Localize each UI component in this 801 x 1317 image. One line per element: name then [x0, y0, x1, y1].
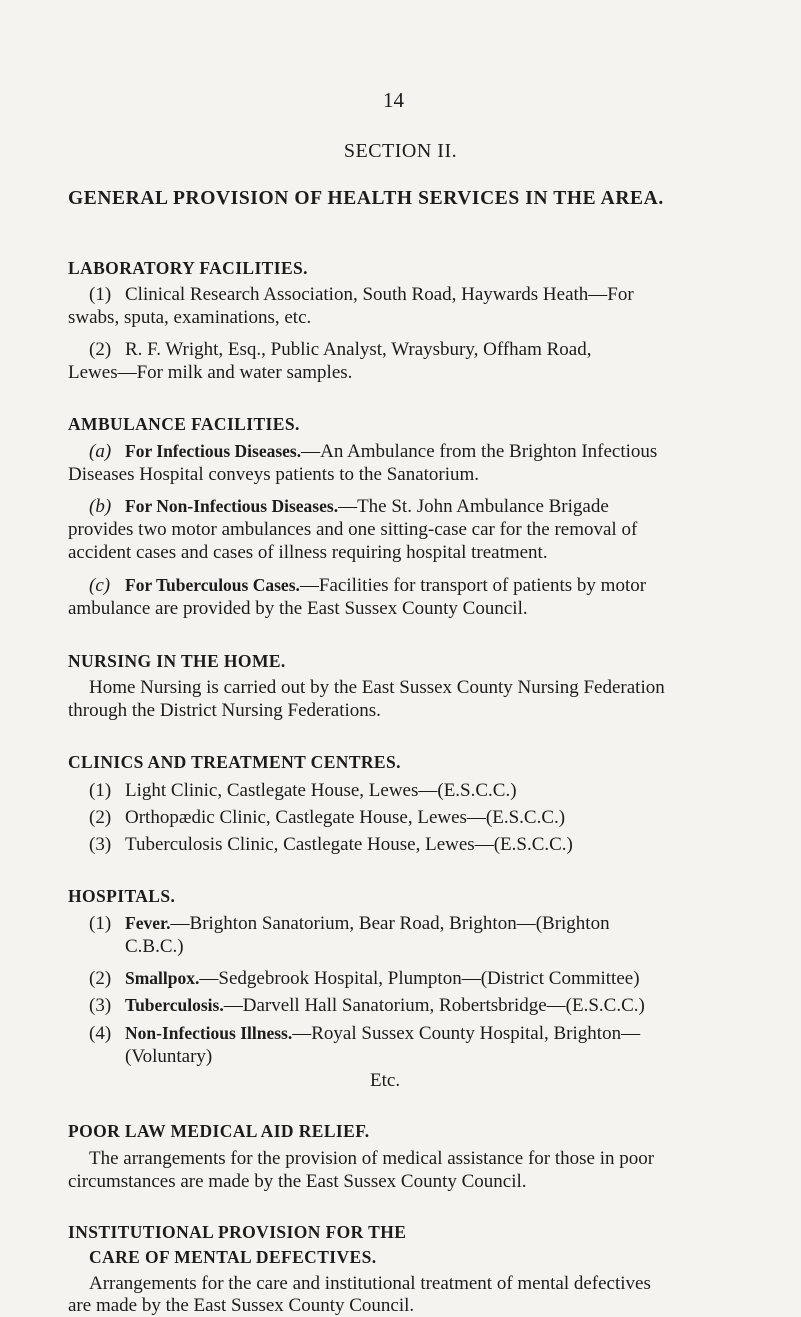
laboratory-heading: LABORATORY FACILITIES. [68, 258, 308, 278]
laboratory-item-1-cont: swabs, sputa, examinations, etc. [68, 307, 312, 328]
clinic-item-1 [89, 779, 730, 802]
nursing-line-2: through the District Nursing Federations. [68, 700, 381, 721]
item-bold-label: Fever. [125, 913, 171, 933]
ambulance-item-c-cont: ambulance are provided by the East Sussex County Council. [68, 598, 528, 619]
hospital-item-2 [89, 967, 730, 990]
item-bold-label: Non-Infectious Illness. [125, 1023, 293, 1043]
clinics-heading: CLINICS AND TREATMENT CENTRES. [68, 752, 401, 772]
nursing-line-1: Home Nursing is carried out by the East Sussex County Nursing Federation [89, 677, 665, 698]
ambulance-heading: AMBULANCE FACILITIES. [68, 414, 300, 434]
ambulance-item-b-cont: provides two motor ambulances and one sitting-case car for the removal of [68, 519, 638, 540]
item-text: Clinical Research Association, South Road, Haywards Heath—For [125, 284, 634, 305]
hospital-item-3 [89, 994, 730, 1017]
ambulance-item-b [89, 495, 730, 518]
item-bold-label: For Non-Infectious Diseases. [125, 496, 339, 516]
institutional-line-1: Arrangements for the care and institutional treatment of mental defectives [89, 1273, 651, 1294]
poor-law-line-1: The arrangements for the provision of medical assistance for those in poor [89, 1148, 655, 1169]
item-number: (4) [89, 1023, 112, 1044]
item-cont: (Voluntary) [125, 1046, 213, 1067]
laboratory-item-1 [89, 283, 730, 306]
item-text: R. F. Wright, Esq., Public Analyst, Wraysbury, Offham Road, [125, 339, 592, 360]
item-text: Tuberculosis Clinic, Castlegate House, Lewes—(E.S.C.C.) [125, 834, 573, 855]
institutional-line-2: are made by the East Sussex County Council. [68, 1295, 415, 1316]
item-text: Orthopædic Clinic, Castlegate House, Lewes—(E.S.C.C.) [125, 807, 566, 828]
item-number: (3) [89, 995, 112, 1016]
clinic-item-2 [89, 806, 730, 829]
item-number: (1) [89, 284, 112, 305]
poor-law-heading: POOR LAW MEDICAL AID RELIEF. [68, 1121, 370, 1141]
ambulance-item-b-cont2: accident cases and cases of illness requiring hospital treatment. [68, 542, 548, 563]
item-text: Light Clinic, Castlegate House, Lewes—(E.S.C.C.) [125, 780, 517, 801]
hospital-item-1 [89, 912, 730, 958]
hospital-item-4 [89, 1022, 730, 1068]
item-number: (3) [89, 834, 112, 855]
item-number: (c) [89, 575, 111, 596]
nursing-heading: NURSING IN THE HOME. [68, 651, 286, 671]
item-text: —The St. John Ambulance Brigade [338, 496, 609, 517]
item-text: —Facilities for transport of patients by motor [299, 575, 647, 596]
page-number: 14 [383, 88, 404, 112]
institutional-heading-1: INSTITUTIONAL PROVISION FOR THE [68, 1222, 407, 1242]
item-bold-label: For Infectious Diseases. [125, 441, 302, 461]
clinic-item-3 [89, 833, 730, 856]
item-text: —Sedgebrook Hospital, Plumpton—(District Committee) [199, 968, 640, 989]
laboratory-item-2-cont: Lewes—For milk and water samples. [68, 362, 353, 383]
item-text: —Darvell Hall Sanatorium, Robertsbridge—(E.S.C.C.) [223, 995, 645, 1016]
item-cont: C.B.C.) [125, 936, 184, 957]
main-title: GENERAL PROVISION OF HEALTH SERVICES IN THE AREA. [68, 188, 664, 209]
item-number: (2) [89, 968, 112, 989]
item-bold-label: For Tuberculous Cases. [125, 575, 300, 595]
item-text: —Royal Sussex County Hospital, Brighton— [292, 1023, 641, 1044]
item-bold-label: Smallpox. [125, 968, 200, 988]
item-number: (1) [89, 780, 112, 801]
hospitals-heading: HOSPITALS. [68, 886, 176, 906]
ambulance-item-a-cont: Diseases Hospital conveys patients to the Sanatorium. [68, 464, 480, 485]
item-bold-label: Tuberculosis. [125, 995, 224, 1015]
institutional-heading-2: CARE OF MENTAL DEFECTIVES. [89, 1247, 377, 1267]
ambulance-item-a [89, 440, 730, 463]
item-text: —Brighton Sanatorium, Bear Road, Brighton—(Brighton [170, 913, 610, 934]
ambulance-item-c [89, 574, 730, 597]
item-number: (2) [89, 807, 112, 828]
item-text: —An Ambulance from the Brighton Infectious [301, 441, 658, 462]
hospitals-etc: Etc. [370, 1070, 401, 1091]
item-number: (2) [89, 339, 112, 360]
poor-law-line-2: circumstances are made by the East Sussex County Council. [68, 1171, 527, 1192]
item-number: (a) [89, 441, 112, 462]
laboratory-item-2 [89, 338, 730, 361]
item-number: (b) [89, 496, 112, 517]
section-label: SECTION II. [343, 140, 458, 162]
item-number: (1) [89, 913, 112, 934]
